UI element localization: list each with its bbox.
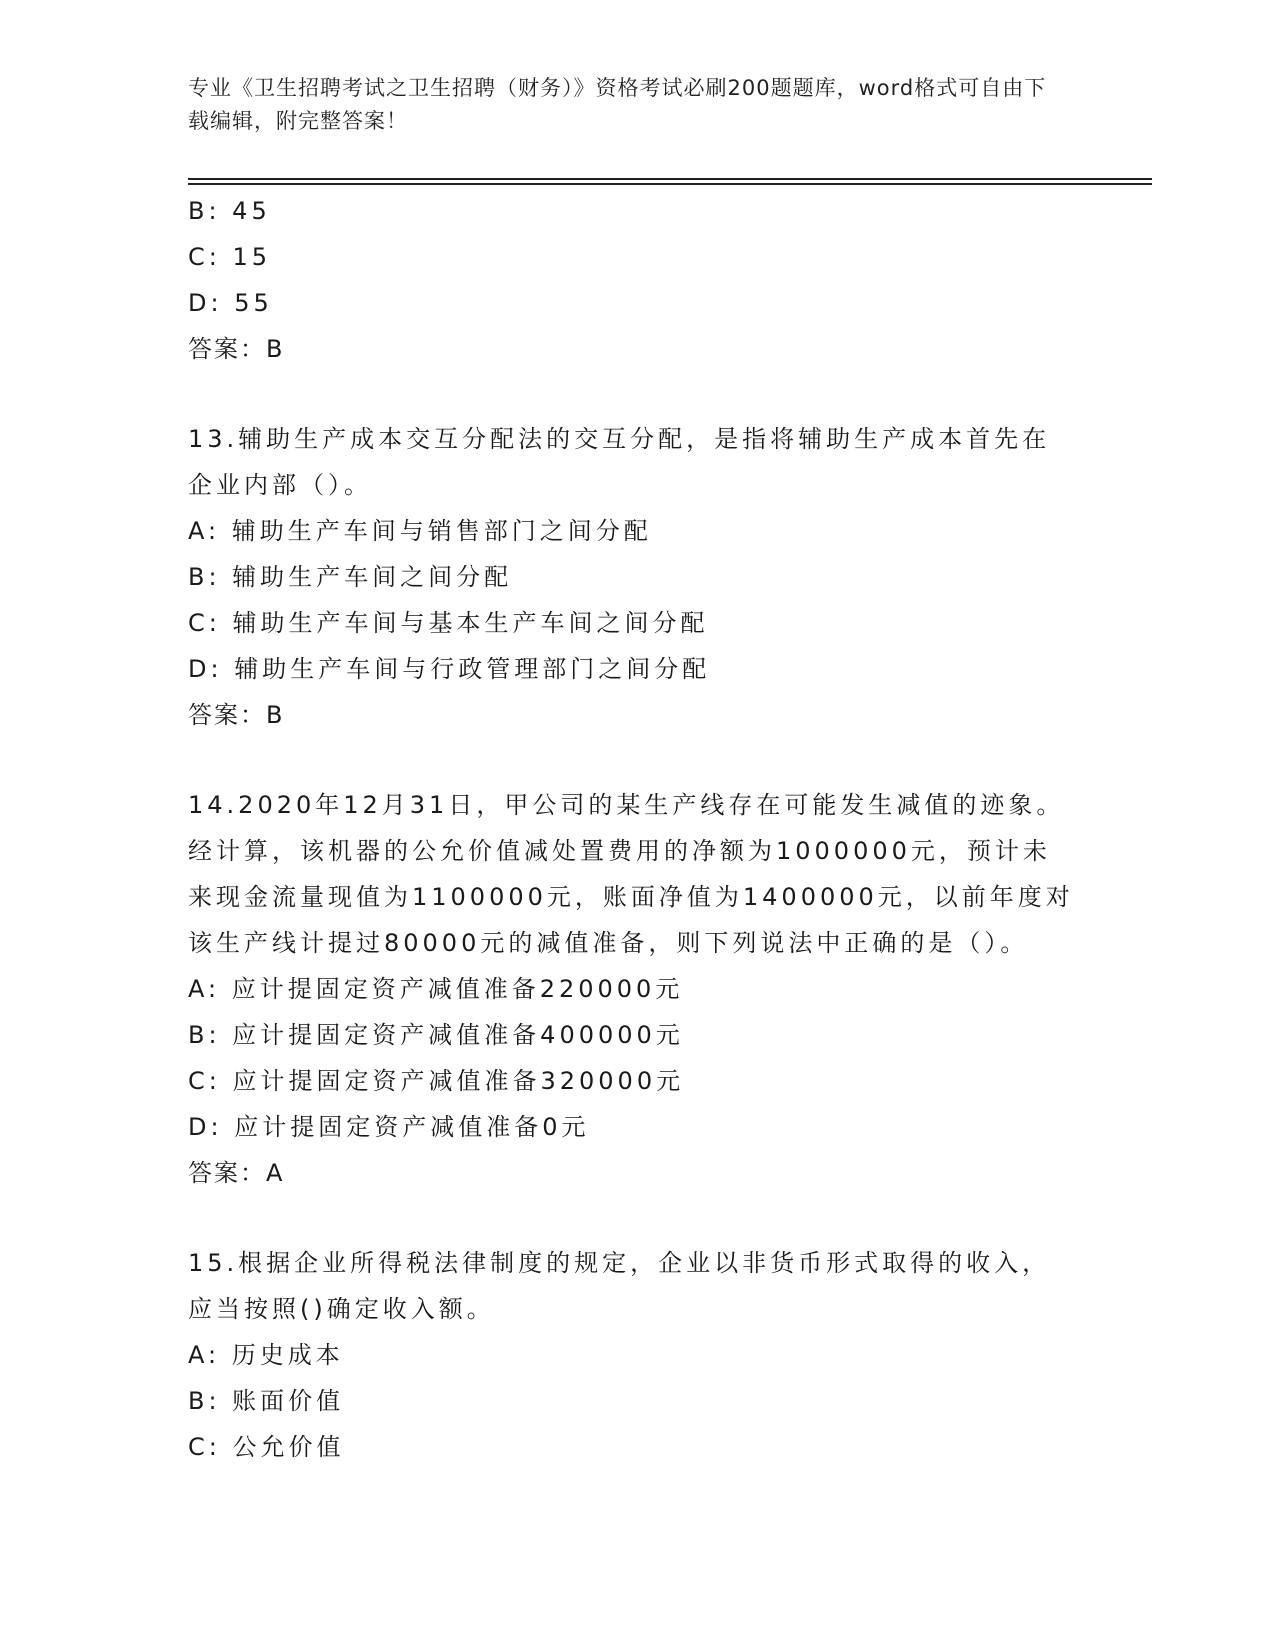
question-stem-line: 企业内部（）。 bbox=[188, 471, 372, 499]
question-stem-line: 13.辅助生产成本交互分配法的交互分配，是指将辅助生产成本首先在 bbox=[188, 425, 1051, 453]
header-rule-top bbox=[188, 178, 1152, 180]
question-stem-line: 该生产线计提过80000元的减值准备，则下列说法中正确的是（）。 bbox=[188, 929, 1029, 957]
answer-line: 答案：B bbox=[188, 701, 285, 729]
answer-line: 答案：A bbox=[188, 1159, 285, 1187]
question-stem-line: 14.2020年12月31日，甲公司的某生产线存在可能发生减值的迹象。 bbox=[188, 791, 1065, 819]
header-title: 专业《卫生招聘考试之卫生招聘（财务）》资格考试必刷200题题库，word格式可自由下载编辑，附完整答案！ bbox=[188, 76, 1047, 133]
question-stem-line: 应当按照()确定收入额。 bbox=[188, 1295, 495, 1323]
question-15-block bbox=[188, 1240, 1088, 1470]
option-b: B: 账面价值 bbox=[188, 1387, 345, 1415]
option-d: D: 55 bbox=[188, 289, 273, 317]
header-rule-bottom bbox=[188, 183, 1152, 185]
option-b: B: 45 bbox=[188, 197, 271, 225]
question-14-block bbox=[188, 782, 1088, 1196]
answer-line: 答案：B bbox=[188, 335, 285, 363]
question-stem-line: 来现金流量现值为1100000元，账面净值为1400000元，以前年度对 bbox=[188, 883, 1074, 911]
option-d: D: 辅助生产车间与行政管理部门之间分配 bbox=[188, 655, 711, 683]
option-b: B: 辅助生产车间之间分配 bbox=[188, 563, 513, 591]
question-stem-line: 15.根据企业所得税法律制度的规定，企业以非货币形式取得的收入， bbox=[188, 1249, 1051, 1277]
option-a: A: 历史成本 bbox=[188, 1341, 344, 1369]
spacer bbox=[188, 1196, 1088, 1240]
spacer bbox=[188, 738, 1088, 782]
question-content bbox=[188, 188, 1088, 1470]
spacer bbox=[188, 372, 1088, 416]
option-c: C: 公允价值 bbox=[188, 1433, 345, 1461]
option-c: C: 辅助生产车间与基本生产车间之间分配 bbox=[188, 609, 709, 637]
option-d: D: 应计提固定资产减值准备0元 bbox=[188, 1113, 590, 1141]
question-stem-line: 经计算，该机器的公允价值减处置费用的净额为1000000元，预计未 bbox=[188, 837, 1051, 865]
question-13-block bbox=[188, 416, 1088, 738]
option-c: C: 15 bbox=[188, 243, 272, 271]
option-b: B: 应计提固定资产减值准备400000元 bbox=[188, 1021, 684, 1049]
prev-question-block bbox=[188, 188, 1088, 372]
document-header bbox=[188, 72, 1068, 138]
option-a: A: 应计提固定资产减值准备220000元 bbox=[188, 975, 684, 1003]
option-c: C: 应计提固定资产减值准备320000元 bbox=[188, 1067, 685, 1095]
option-a: A: 辅助生产车间与销售部门之间分配 bbox=[188, 517, 652, 545]
